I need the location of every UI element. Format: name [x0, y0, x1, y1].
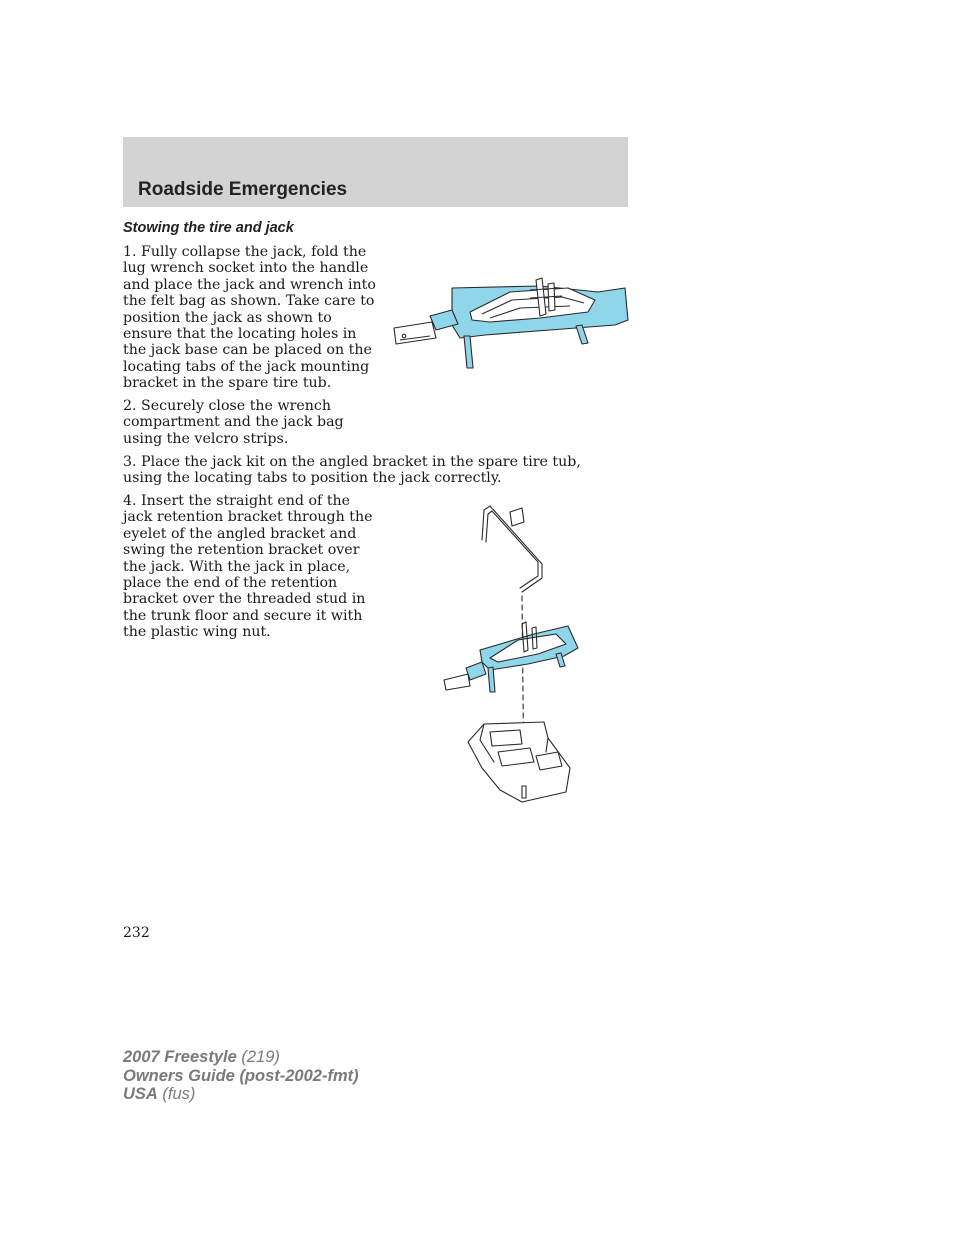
section-header-band — [123, 137, 628, 207]
footer-market-code: (fus) — [157, 1085, 196, 1103]
retention-bracket-illustration — [438, 500, 588, 810]
footer-market: USA — [123, 1085, 158, 1103]
bag-strap-right — [576, 325, 588, 344]
document-footer — [123, 1048, 359, 1104]
footer-line-3 — [123, 1085, 359, 1104]
footer-model: 2007 Freestyle — [123, 1048, 237, 1066]
wrench-handle — [394, 322, 436, 344]
step-2-text: 2. Securely close the wrench compartment and the jack bag using the velcro strips. — [123, 398, 344, 447]
footer-guide: Owners Guide (post-2002-fmt) — [123, 1066, 359, 1085]
footer-line-1 — [123, 1048, 359, 1067]
angled-bracket — [468, 722, 570, 802]
step-3-text: 3. Place the jack kit on the angled bracket in the spare tire tub, using the locating tabs to position the jack correctly. — [123, 454, 581, 487]
page-number: 232 — [123, 925, 150, 941]
subheading: Stowing the tire and jack — [123, 220, 294, 236]
bag-strap-left — [464, 336, 473, 368]
section-title: Roadside Emergencies — [138, 179, 348, 200]
footer-line-2 — [123, 1067, 359, 1086]
step-1-text: 1. Fully collapse the jack, fold the lug wrench socket into the handle and place the jack and wrench into the felt bag as shown. Take care to position the jack as shown to ensure that the locating holes in the jack base can be placed on the locating tabs of the jack mounting bracket in the spare tire tub. — [123, 244, 376, 392]
jack-bag-illustration — [390, 270, 630, 375]
footer-model-code: (219) — [236, 1048, 280, 1066]
step-4-text: 4. Insert the straight end of the jack retention bracket through the eyelet of the angled bracket and swing the retention bracket over the jack. With the jack in place, place the end of the retention bracket over the threaded stud in the trunk floor and secure it with the plastic wing nut. — [123, 493, 373, 641]
